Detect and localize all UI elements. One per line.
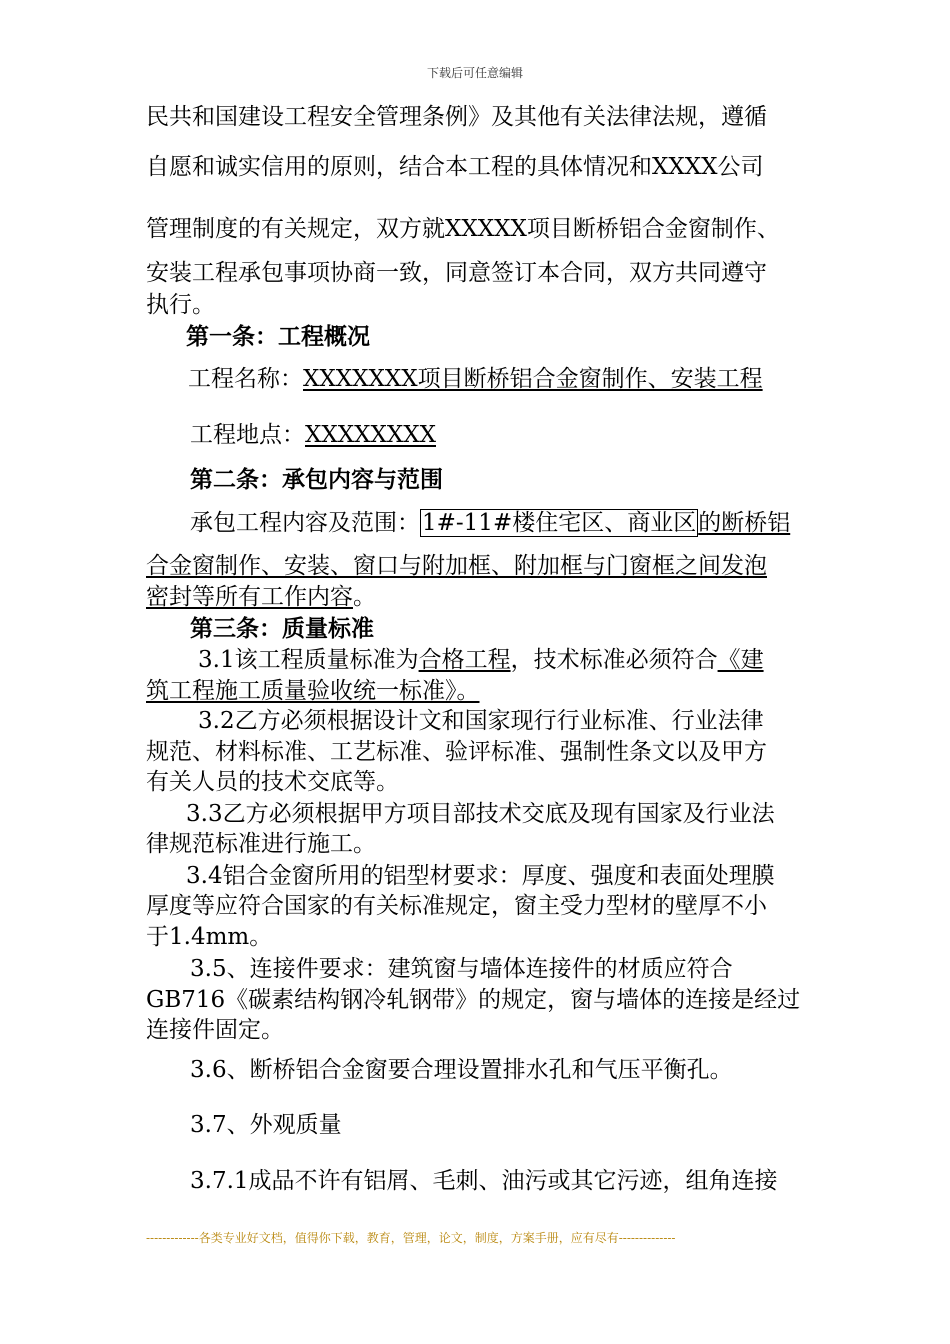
clause-text: ，技术标准必须符合 (510, 647, 718, 673)
scope-line-2: 合金窗制作、安装、窗口与附加框、附加框与门窗框之间发泡 (146, 553, 767, 579)
clause-3-5-line-3: 连接件固定。 (146, 1017, 284, 1043)
clause-3-1-line-1 (198, 645, 764, 675)
scope-end: 。 (353, 584, 376, 610)
body-line: 安装工程承包事项协商一致，同意签订本合同，双方共同遵守 (146, 260, 767, 286)
project-name-label: 工程名称： (188, 366, 303, 392)
body-line: 民共和国建设工程安全管理条例》及其他有关法律法规，遵循 (146, 104, 767, 130)
clause-3-4-line-2: 厚度等应符合国家的有关标准规定，窗主受力型材的壁厚不小 (146, 893, 767, 919)
scope-line-1 (190, 508, 790, 538)
quality-standard-value: 合格工程 (418, 647, 511, 673)
clause-3-7-1: 3.7.1成品不许有铝屑、毛刺、油污或其它污迹，组角连接 (190, 1168, 778, 1194)
project-name-line (188, 364, 763, 394)
project-site-line (190, 420, 436, 450)
scope-label: 承包工程内容及范围： (190, 510, 420, 536)
clause-3-2-line-2: 规范、材料标准、工艺标准、验评标准、强制性条文以及甲方 (146, 739, 767, 765)
scope-boxed-text: 1#-11#楼住宅区、商业区 (422, 510, 697, 536)
scope-line-3 (146, 582, 376, 612)
body-line: 自愿和诚实信用的原则，结合本工程的具体情况和XXXX公司 (146, 154, 764, 180)
clause-3-5-line-2: GB716《碳素结构钢冷轧钢带》的规定，窗与墙体的连接是经过 (146, 987, 801, 1013)
clause-3-4-line-1: 3.4铝合金窗所用的铝型材要求：厚度、强度和表面处理膜 (186, 863, 775, 889)
clause-text: 3.1该工程质量标准为 (198, 647, 419, 673)
article-2-heading: 第二条：承包内容与范围 (190, 467, 443, 493)
tech-standard-value: 《建 (717, 647, 764, 673)
clause-3-3-line-2: 律规范标准进行施工。 (146, 831, 376, 857)
clause-3-5-line-1: 3.5、连接件要求：建筑窗与墙体连接件的材质应符合 (190, 956, 733, 982)
clause-3-2-line-3: 有关人员的技术交底等。 (146, 769, 399, 795)
article-3-heading: 第三条：质量标准 (190, 616, 374, 642)
clause-3-6: 3.6、断桥铝合金窗要合理设置排水孔和气压平衡孔。 (190, 1057, 733, 1083)
page-header: 下载后可任意编辑 (426, 66, 523, 80)
article-1-heading: 第一条：工程概况 (186, 324, 370, 350)
project-site-label: 工程地点： (190, 422, 305, 448)
page-footer: -------------各类专业好文档，值得你下载，教育，管理，论文，制度，方案手册，应有尽有-------------- (146, 1231, 676, 1245)
project-name-value: XXXXXXX项目断桥铝合金窗制作、安装工程 (303, 366, 763, 392)
clause-3-4-line-3: 于1.4mm。 (146, 924, 273, 950)
project-site-value: XXXXXXXX (305, 422, 436, 448)
clause-3-1-line-2: 筑工程施工质量验收统一标准》。 (146, 678, 480, 704)
body-line: 执行。 (146, 292, 215, 318)
clause-3-2-line-1: 3.2乙方必须根据设计文和国家现行行业标准、行业法律 (198, 708, 764, 734)
scope-text: 密封等所有工作内容 (146, 584, 353, 610)
scope-text: 的断桥铝 (698, 510, 791, 536)
body-line: 管理制度的有关规定，双方就XXXXX项目断桥铝合金窗制作、 (146, 216, 780, 242)
clause-3-7: 3.7、外观质量 (190, 1112, 342, 1138)
clause-3-3-line-1: 3.3乙方必须根据甲方项目部技术交底及现有国家及行业法 (186, 801, 775, 827)
